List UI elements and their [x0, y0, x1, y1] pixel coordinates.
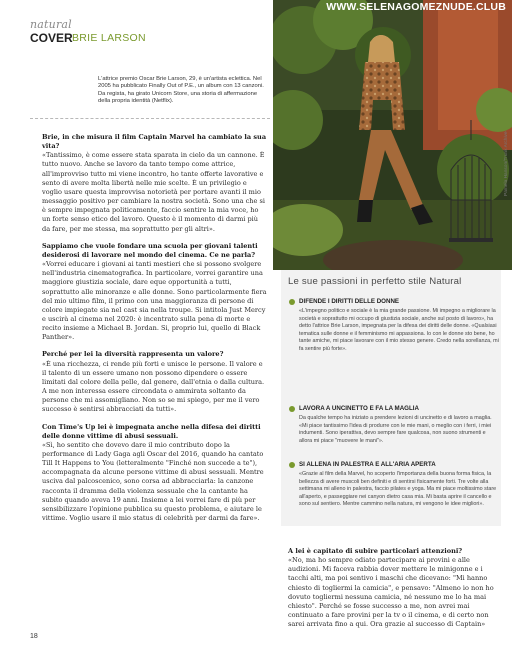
interview-question-3: Perché per lei la diversità rappresenta un valore? [42, 350, 224, 359]
interview-question-1: Brie, in che misura il film Captain Marvel ha cambiato la sua vita? [42, 133, 267, 151]
cover-photo-image [273, 0, 512, 270]
photo-credit: Pamela Hanson/Trunk Archive [504, 131, 509, 196]
passion-body-3: «Grazie al film della Marvel, ho scoperto l'importanza della buona forma fisica, la bellezza di avere muscoli ben definiti e di sentirsi fisicamente forti. Tre volte alla settimana mi alleno in palestra, faccio pilates e yoga. Ma mi piace moltissimo stare all'aperto, e passeggiare nei canyon dietro casa mia. Mi basta aprire il cancello e sono sul sentiero. Mentre cammino nella natura, mi vengono le idee migliori». [299, 471, 497, 508]
interview-question-2: Sappiamo che vuole fondare una scuola per giovani talenti desiderosi di lavorare nel mondo del cinema. Ce ne parla? [42, 241, 258, 259]
interview-question-5: A lei è capitato di subire particolari attenzioni? [288, 547, 463, 555]
bullet-icon [289, 462, 295, 468]
intro-divider [30, 118, 270, 119]
passion-body-1: «L'impegno politico e sociale è la mia grande passione. Mi impegno a migliorare la società e soprattutto mi occupo di giustizia sociale, anche sul posto di lavoro», ha detto l'attrice Brie Larson, impegnata per la difesa dei diritti delle donne. «Qualsiasi tematica sulle donne e il femminismo mi appassiona. Io con le donne sto bene, ho tante amiche, mi piace lavorare con il mio stesso genere. Credo nella sorellanza, mi fa sentire più forte». [299, 308, 499, 352]
interview-question-4: Con Time's Up lei è impegnata anche nella difesa dei diritti delle donne vittime di abusi sessuali. [42, 422, 261, 440]
watermark-text: WWW.SELENAGOMEZNUDE.CLUB [326, 1, 506, 13]
cover-subject-name: BRIE LARSON [72, 32, 146, 44]
section-label: COVER [30, 31, 73, 45]
bullet-icon [289, 299, 295, 305]
interview-answer-2: «Vorrei educare i giovani ai tanti mestieri che si possono svolgere nell'industria cinematografica. In particolare, vorrei garantire una maggiore giustizia sociale, dare eque opportunità a tutti, soprattutto alle minoranze e alle donne. Sono particolarmente fiera del mio ultimo film, il primo con una maggioranza di persone di colore impiegate sia nel cast sia nella troupe. Si intitola Just Mercy e uscirà al cinema nel 2020: è incentrato sulla pena di morte e recito insieme a Michael B. Jordan. Si, proprio lui, quello di Black Panther». [42, 260, 267, 342]
interview-answer-4: «Sì, ho sentito che dovevo dare il mio contributo dopo la performance di Lady Gaga agli Oscar del 2016, quando ha cantato Till It Happens to You (letteralmente "Finché non succede a te"), accompagnata da alcune persone vittime di abusi sessuali. Mentre usciva dal palcoscenico, sono corsa ad abbracciarla: la canzone racconta il dramma della violenza sessuale che la cantante ha subito quando aveva 19 anni. Insieme a lei vorrei fare di più per sensibilizzare l'opinione pubblica su questo problema, e aiutare le vittime. Voglio usare il mio status di celebrità per darmi da fare». [42, 440, 264, 523]
interview-answer-1: «Tantissimo, è come essere stata sparata in cielo da un cannone. È tutto nuovo. Anche se lavoro da tanto tempo come attrice, all'improvviso tutto mi viene incontro, ho tante offerte lavorative e sento di avere molta libertà nelle mie scelte. È un privilegio e voglio usare questa improvvisa notorietà per portare avanti il mio messaggio positivo per cambiare la nostra società. Sono una che si è sempre impegnata politicamente, faccio sentire la mia voce, ho un forte senso etico del lavoro. Questo è il momento di darmi più da fare, per me stessa, ma soprattutto per gli altri». [42, 151, 265, 233]
interview-answer-3: «È una ricchezza, ci rende più forti e unisce le persone. Il valore e il talento di un essere umano non possono dipendere o essere limitati dal colore della pelle, dal genere, dall'etnia o dalla cultura. A me non interessa essere circondata o ammirata soltanto da persone che mi assomigliano. Non so se mi spiego, per me il vero successo è sentirsi abbracciati da tutti». [42, 359, 265, 414]
passion-title-2: LAVORA A UNCINETTO E FA LA MAGLIA [299, 405, 419, 412]
page-number: 18 [30, 633, 38, 640]
right-interview-column [288, 547, 500, 629]
passion-title-1: DIFENDE I DIRITTI DELLE DONNE [299, 298, 400, 305]
intro-caption: L'attrice premio Oscar Brie Larson, 29, è un'artista eclettica. Nel 2005 ha pubblicato Finally Out of P.E., un album con 13 canzoni. Da regista, ha girato Unicorn Store, una storia di affermazione della propria identità (Netflix). [98, 76, 264, 105]
section-kicker: natural [30, 18, 72, 31]
passion-body-2: Da qualche tempo ha iniziato a prendere lezioni di uncinetto e di lavoro a maglia. «Mi piace tantissimo l'idea di produrre con le mie mani, o meglio con i ferri, i miei indumenti. Sono iperattiva, devo sempre fare qualcosa, non suono strumenti e allora mi piace "muovere le mani"». [299, 415, 492, 444]
interview-column [42, 133, 268, 523]
passion-title-3: SI ALLENA IN PALESTRA E ALL'ARIA APERTA [299, 461, 436, 468]
cover-photo [273, 0, 512, 270]
bullet-icon [289, 406, 295, 412]
interview-answer-5: «No, ma ho sempre odiato partecipare ai provini e alle audizioni. Mi faceva rabbia dover mettere le minigonne e i tacchi alti, ma poi sentivo i maschi che dicevano: "Mi hanno chiesto di togliermi la camicia", e pensavo: "Almeno io non ho dovuto togliermi nessuna camicia, né nessuno me lo ha mai chiesto". Perché se fosse successo a me, non avrei mai continuato a fare provini per la tv o il cinema, e di certo non sarei arrivata fino a qui. Ora grazie al successo di Captain» [288, 556, 494, 629]
passions-box-title: Le sue passioni in perfetto stile Natural [288, 276, 462, 287]
